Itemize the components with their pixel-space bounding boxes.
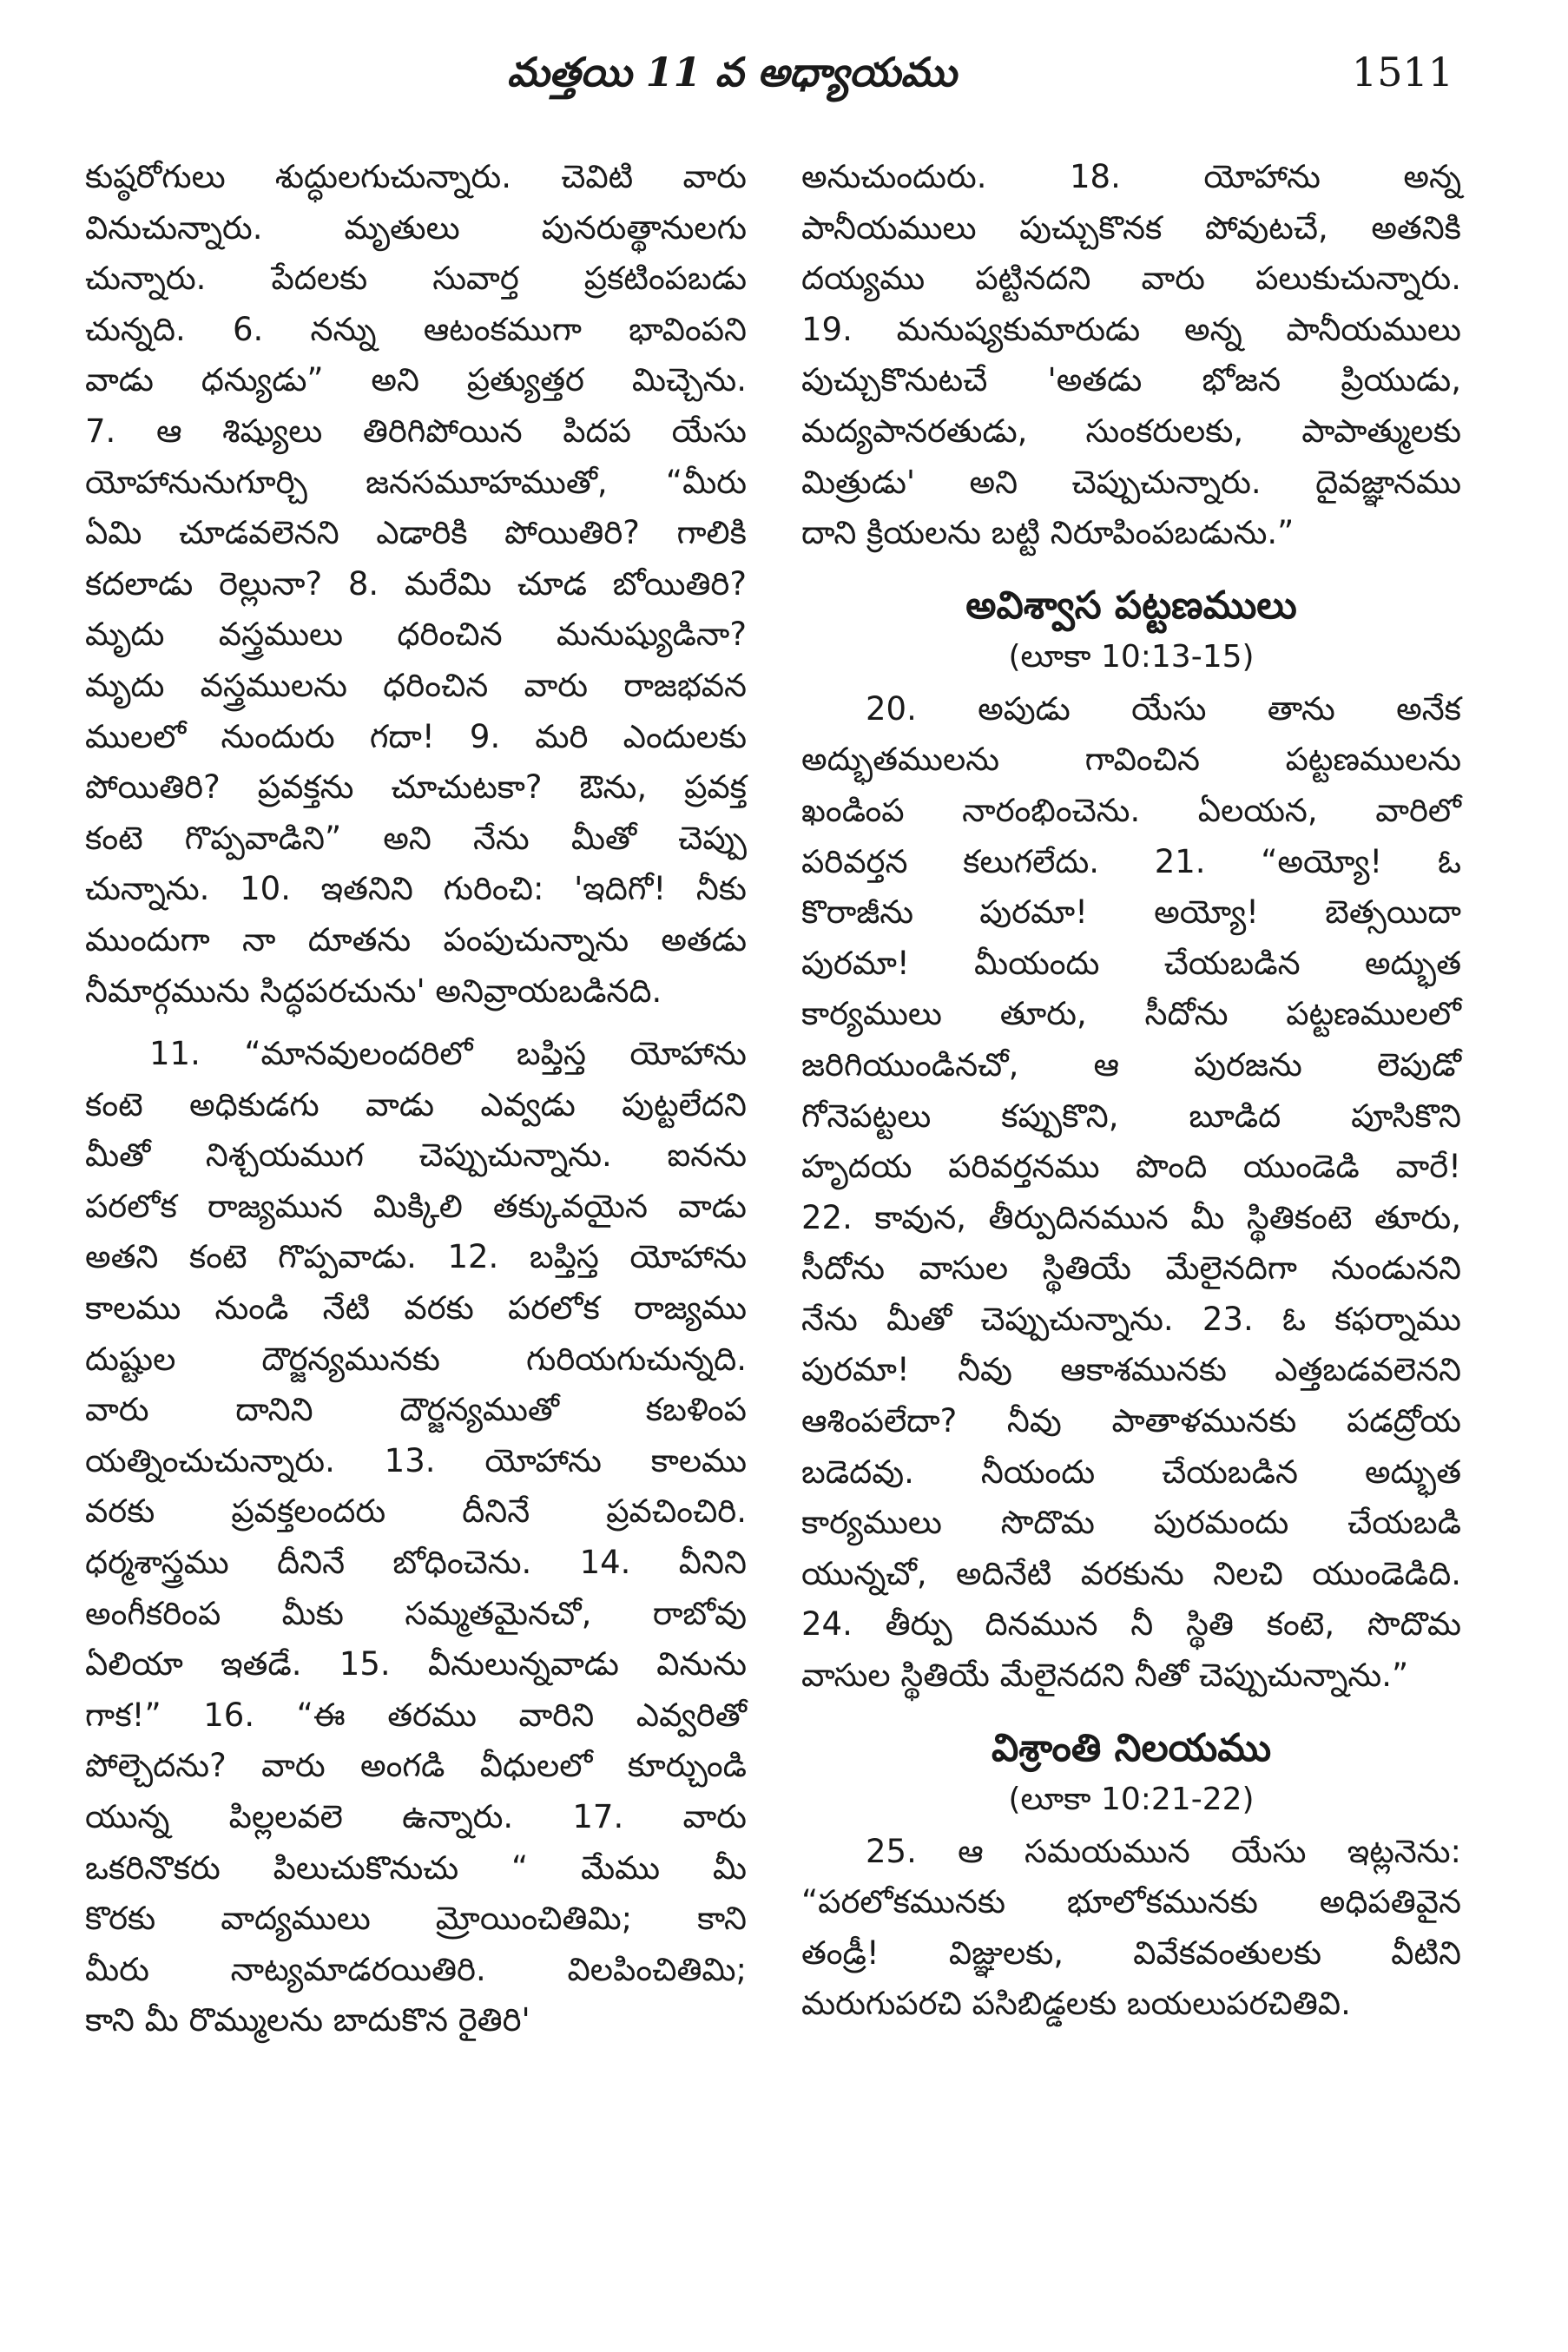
text-line: ఖండింప నారంభించెను. ఏలయన, వారిలో (801, 791, 1461, 829)
text-line: కార్యములు సొదొమ పురమందు చేయబడి (801, 1504, 1461, 1542)
text-line: వాసుల స్థితియే మేలైనదని నీతో చెప్పుచున్నాను.” (801, 1657, 1409, 1695)
left-column (85, 152, 747, 2046)
text-line: నేను మీతో చెప్పుచున్నాను. 23. ఓ కఫర్నాము (801, 1300, 1461, 1338)
left-column-block-2 (85, 1029, 747, 2046)
text-line: 25. ఆ సమయమున యేసు ఇట్లనెను: (866, 1832, 1461, 1870)
text-line: యత్నించుచున్నారు. 13. యోహాను కాలము (85, 1441, 747, 1479)
text-line: కొరాజీను పురమా! అయ్యో! బెత్సయిదా (801, 893, 1461, 932)
text-line: సీదోను వాసుల స్థితియే మేలైనదిగా నుండునని (801, 1249, 1461, 1288)
page-header (0, 45, 1568, 115)
text-line: 7. ఆ శిష్యులు తిరిగిపోయిన పిదప యేసు (85, 412, 747, 450)
text-line: వాడు ధన్యుడు” అని ప్రత్యుత్తర మిచ్చెను. (85, 361, 747, 399)
text-line: పోయితిరి? ప్రవక్తను చూచుటకా? ఔను, ప్రవక్త (85, 768, 747, 807)
text-line: హృదయ పరివర్తనము పొంది యుండెడి వారే! (801, 1148, 1461, 1186)
text-line: అనుచుందురు. 18. యోహాను అన్న (801, 158, 1461, 195)
text-line: ఆశింపలేదా? నీవు పాతాళమునకు పడద్రోయ (801, 1402, 1461, 1440)
text-line: మద్యపానరతుడు, సుంకరులకు, పాపాత్ములకు (801, 412, 1461, 450)
text-line: మిత్రుడు' అని చెప్పుచున్నారు. దైవజ్ఞానము (801, 463, 1461, 501)
text-line: ముందుగా నా దూతను పంపుచున్నాను అతడు (85, 920, 747, 959)
text-line: 22. కావున, తీర్పుదినమున మీ స్థితికంటె తూరు, (801, 1198, 1461, 1236)
text-line: పోల్చెదను? వారు అంగడి వీధులలో కూర్చుండి (85, 1747, 747, 1785)
text-line: అద్భుతములను గావించిన పట్టణములను (801, 741, 1461, 779)
section-heading: అవిశ్వాస పట్టణములు (965, 583, 1297, 628)
text-line: పురమా! నీవు ఆకాశమునకు ఎత్తబడవలెనని (801, 1351, 1461, 1389)
text-line: చున్నారు. పేదలకు సువార్త ప్రకటింపబడు (85, 260, 747, 298)
text-line: గోనెపట్టలు కప్పుకొని, బూడిద పూసికొని (801, 1097, 1461, 1135)
right-column-block-3 (801, 1827, 1461, 2030)
text-line: పరివర్తన కలుగలేదు. 21. “అయ్యో! ఓ (801, 842, 1461, 880)
text-line: అంగీకరింప మీకు సమ్మతమైనచో, రాబోవు (85, 1594, 747, 1632)
text-line: 20. అపుడు యేసు తాను అనేక (866, 689, 1461, 728)
text-line: గాక!” 16. “ఈ తరము వారిని ఎవ్వరితో (85, 1696, 747, 1734)
text-line: ఒకరినొకరు పిలుచుకొనుచు “ మేము మీ (85, 1848, 747, 1887)
text-line: కాని మీ రొమ్ములను బాదుకొన రైతిరి' (85, 2001, 530, 2039)
text-line: యున్నచో, అదినేటి వరకును నిలచి యుండెడిది. (801, 1554, 1461, 1592)
text-line: ధర్మశాస్త్రము దీనినే బోధించెను. 14. వీనిని (85, 1544, 747, 1582)
text-line: దుష్టుల దౌర్జన్యమునకు గురియగుచున్నది. (85, 1340, 747, 1378)
text-line: మీతో నిశ్చయముగ చెప్పుచున్నాను. ఐనను (85, 1136, 747, 1175)
left-column-block-1 (85, 152, 747, 1017)
text-line: బడెదవు. నీయందు చేయబడిన అద్భుత (801, 1453, 1461, 1491)
text-line: మీరు నాట్యమాడరయితిరి. విలపించితిమి; (85, 1950, 747, 1988)
section-heading: విశ్రాంతి నిలయము (991, 1725, 1272, 1770)
section-reference: (లూకా 10:13-15) (1008, 638, 1255, 675)
text-line: కొరకు వాద్యములు మ్రోయించితిమి; కాని (85, 1900, 747, 1938)
text-line: వినుచున్నారు. మృతులు పునరుత్థానులగు (85, 208, 747, 247)
text-line: మృదు వస్త్రములు ధరించిన మనుష్యుడినా? (85, 616, 747, 654)
chapter-title: మత్తయి 11 వ అధ్యాయము (507, 49, 957, 96)
text-line: కంటె గొప్పవాడిని” అని నేను మీతో చెప్పు (85, 819, 747, 857)
text-line: నీమార్గమును సిద్ధపరచును' అనివ్రాయబడినది. (85, 972, 662, 1010)
text-line: అతని కంటె గొప్పవాడు. 12. బప్తిస్త యోహాను (85, 1238, 747, 1276)
text-line: మరుగుపరచి పసిబిడ్డలకు బయలుపరచితివి. (801, 1985, 1351, 2023)
text-line: ఏలియా ఇతడే. 15. వీనులున్నవాడు వినును (85, 1645, 747, 1683)
text-line: కార్యములు తూరు, సీదోను పట్టణములలో (801, 995, 1461, 1033)
right-column-block-2 (801, 684, 1461, 1702)
text-line: కాలము నుండి నేటి వరకు పరలోక రాజ్యము (85, 1289, 747, 1328)
text-line: కుష్ఠరోగులు శుద్ధులగుచున్నారు. చెవిటి వారు (85, 158, 747, 195)
text-line: యోహానునుగూర్చి జనసమూహముతో, “మీరు (85, 463, 747, 501)
right-column (801, 152, 1461, 2030)
text-line: మృదు వస్త్రములను ధరించిన వారు రాజభవన (85, 666, 747, 704)
text-line: పరలోక రాజ్యమున మిక్కిలి తక్కువయైన వాడు (85, 1187, 747, 1225)
text-line: దాని క్రియలను బట్టి నిరూపింపబడును.” (801, 514, 1295, 552)
text-line: ఏమి చూడవలెనని ఎడారికి పోయితిరి? గాలికి (85, 514, 747, 552)
text-line: పురమా! మీయందు చేయబడిన అద్భుత (801, 944, 1461, 982)
text-line: ములలో నుందురు గదా! 9. మరి ఎందులకు (85, 717, 747, 755)
page-number: 1511 (1351, 49, 1453, 96)
text-line: వారు దానిని దౌర్జన్యముతో కబళింప (85, 1391, 747, 1429)
text-line: దయ్యము పట్టినదని వారు పలుకుచున్నారు. (801, 260, 1461, 298)
text-line: చున్నాను. 10. ఇతనిని గురించి: 'ఇదిగో! నీకు (85, 870, 747, 908)
text-line: యున్న పిల్లలవలె ఉన్నారు. 17. వారు (85, 1798, 747, 1835)
text-line: పానీయములు పుచ్చుకొనక పోవుటచే, అతనికి (801, 208, 1461, 247)
text-line: 19. మనుష్యకుమారుడు అన్న పానీయములు (801, 310, 1461, 348)
text-line: 11. “మానవులందరిలో బప్తిస్త యోహాను (149, 1035, 747, 1073)
text-line: కదలాడు రెల్లునా? 8. మరేమి చూడ బోయితిరి? (85, 564, 747, 603)
text-line: తండ్రీ! విజ్ఞులకు, వివేకవంతులకు వీటిని (801, 1934, 1461, 1972)
text-line: కంటె అధికుడగు వాడు ఎవ్వడు పుట్టలేదని (85, 1085, 747, 1123)
text-line: పుచ్చుకొనుటచే 'అతడు భోజన ప్రియుడు, (801, 361, 1461, 399)
right-column-block-1 (801, 152, 1461, 559)
paragraph-gap (85, 1017, 747, 1029)
text-line: వరకు ప్రవక్తలందరు దీనినే ప్రవచించిరి. (85, 1492, 747, 1531)
text-line: “పరలోకమునకు భూలోకమునకు అధిపతివైన (801, 1883, 1461, 1921)
section-reference: (లూకా 10:21-22) (1008, 1781, 1255, 1817)
text-line: జరిగియుండినచో, ఆ పురజను లెపుడో (801, 1045, 1461, 1084)
text-line: చున్నది. 6. నన్ను ఆటంకముగా భావింపని (85, 310, 747, 348)
text-line: 24. తీర్పు దినమున నీ స్థితి కంటె, సొదొమ (801, 1605, 1461, 1644)
